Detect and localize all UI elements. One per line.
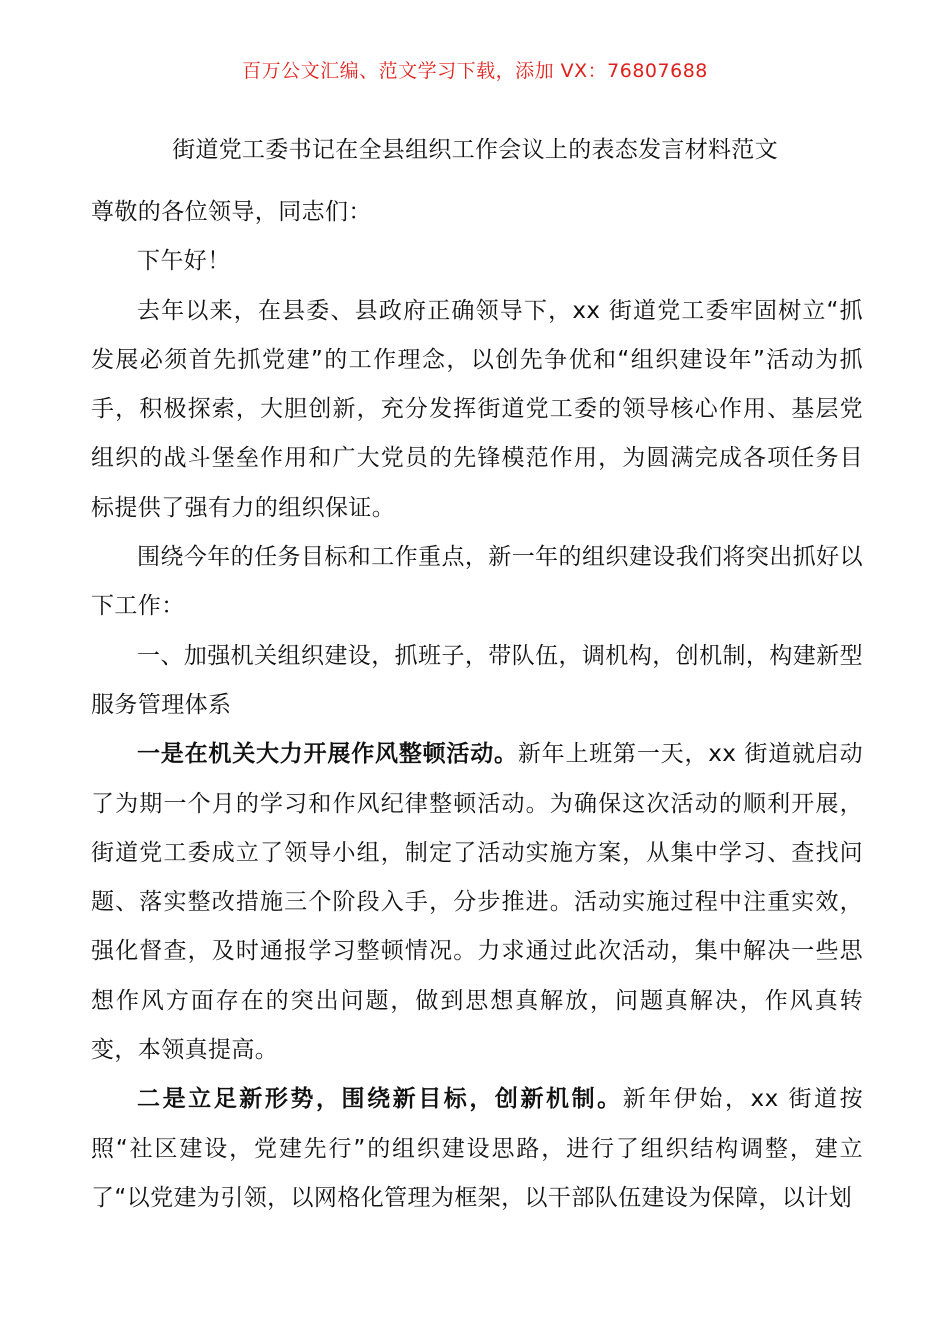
paragraph-intro: 去年以来，在县委、县政府正确领导下，xx 街道党工委牢固树立“抓发展必须首先抓党建”的工作理念，以创先争优和“组织建设年”活动为抓手，积极探索，大胆创新，充分发挥街道党工委的领导核心作用、基层党组织的战斗堡垒作用和广大党员的先锋模范作用，为圆满完成各项任务目标提供了强有力的组织保证。 bbox=[91, 297, 863, 521]
greeting: 下午好！ bbox=[137, 248, 231, 275]
point-2-body: 新年伊始，xx 街道按照“社区建设，党建先行”的组织建设思路，进行了组织结构调整，建立了“以党建为引领，以网格化管理为框架，以干部队伍建设为保障，以计划 bbox=[91, 1086, 863, 1211]
paragraph-focus: 围绕今年的任务目标和工作重点，新一年的组织建设我们将突出抓好以下工作： bbox=[91, 544, 863, 620]
point-1-lead: 一是在机关大力开展作风整顿活动。 bbox=[137, 741, 518, 768]
point-1-body: 新年上班第一天，xx 街道就启动了为期一个月的学习和作风纪律整顿活动。为确保这次活动的顺利开展，街道党工委成立了领导小组，制定了活动实施方案，从集中学习、查找问题、落实整改措施三个阶段入手，分步推进。活动实施过程中注重实效，强化督查，及时通报学习整顿情况。力求通过此次活动，集中解决一些思想作风方面存在的突出问题，做到思想真解放，问题真解决，作风真转变，本领真提高。 bbox=[91, 741, 864, 1064]
section-heading-1: 一、加强机关组织建设，抓班子，带队伍，调机构，创机制，构建新型服务管理体系 bbox=[91, 642, 863, 718]
paragraph-point-2 bbox=[91, 1075, 863, 1223]
watermark-header: 百万公文汇编、范文学习下载，添加 VX：76807688 bbox=[242, 60, 708, 82]
document-title: 街道党工委书记在全县组织工作会议上的表态发言材料范文 bbox=[172, 137, 778, 163]
point-2-lead: 二是立足新形势，围绕新目标，创新机制。 bbox=[137, 1086, 623, 1113]
salutation: 尊敬的各位领导，同志们： bbox=[91, 199, 372, 225]
document-body bbox=[91, 188, 863, 1223]
paragraph-point-1 bbox=[91, 730, 863, 1075]
